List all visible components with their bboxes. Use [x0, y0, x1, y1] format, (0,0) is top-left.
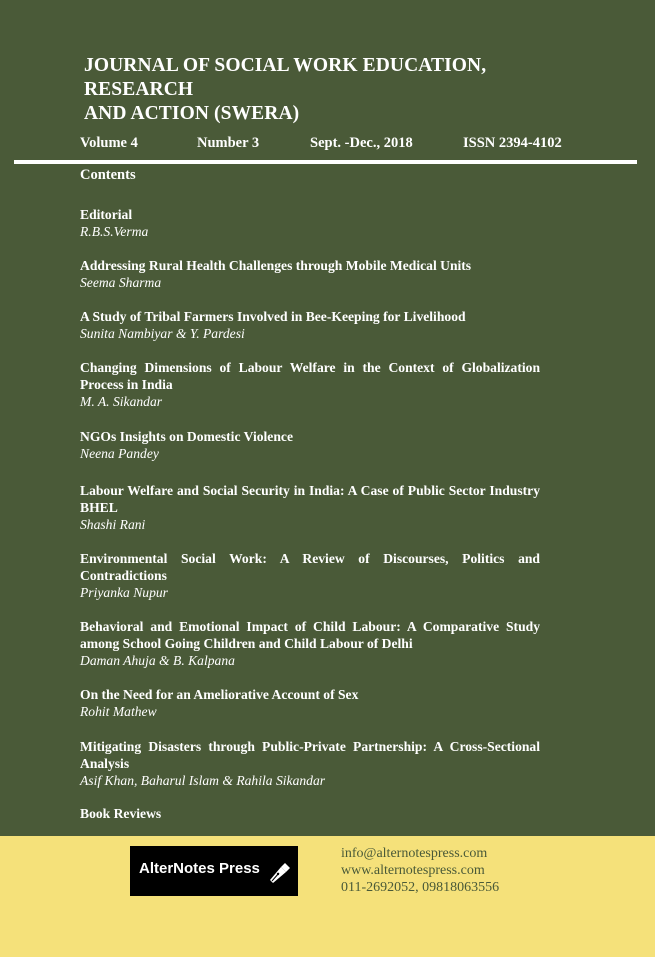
fountain-pen-icon: [267, 860, 293, 884]
article-entry: [80, 482, 540, 533]
period-label: Sept. -Dec., 2018: [310, 135, 413, 151]
journal-title: [84, 54, 584, 126]
publisher-logo: [130, 846, 298, 896]
article-author: Rohit Mathew: [80, 704, 157, 719]
article-author: R.B.S.Verma: [80, 224, 149, 239]
article-author: Shashi Rani: [80, 517, 146, 532]
book-reviews-heading: Book Reviews: [80, 806, 162, 821]
article-author: Daman Ahuja & B. Kalpana: [80, 653, 235, 668]
number-label: Number 3: [197, 135, 260, 151]
article-title: NGOs Insights on Domestic Violence: [80, 429, 293, 444]
issue-info: [0, 135, 655, 155]
publisher-email: info@alternotespress.com: [341, 846, 488, 861]
article-title: Environmental Social Work: A Review of Discourses, Politics and Contradictions: [80, 551, 540, 583]
article-title: Labour Welfare and Social Security in India: A Case of Public Sector Industry BHEL: [80, 483, 540, 515]
article-entry: [80, 618, 540, 669]
article-title: Editorial: [80, 207, 133, 222]
article-title: Changing Dimensions of Labour Welfare in the Context of Globalization Process in India: [80, 360, 540, 392]
article-entry: [80, 686, 540, 720]
article-author: Asif Khan, Baharul Islam & Rahila Sikandar: [80, 773, 326, 788]
article-author: Neena Pandey: [80, 446, 159, 461]
article-entry: [80, 359, 540, 410]
publisher-footer: [0, 836, 655, 957]
article-author: Priyanka Nupur: [80, 585, 168, 600]
article-author: Sunita Nambiyar & Y. Pardesi: [80, 326, 245, 341]
article-author: M. A. Sikandar: [80, 394, 163, 409]
volume-label: Volume 4: [80, 135, 138, 151]
publisher-website: www.alternotespress.com: [341, 863, 485, 878]
publisher-logo-text: AlterNotes Press: [139, 860, 260, 877]
publisher-phone: 011-2692052, 09818063556: [341, 880, 500, 895]
publisher-contact: [341, 845, 499, 896]
article-title: Behavioral and Emotional Impact of Child Labour: A Comparative Study among School Going Children and Child Labour of Delhi: [80, 619, 540, 651]
article-entry: [80, 308, 540, 342]
contents-heading: Contents: [80, 167, 136, 183]
article-entry: [80, 428, 540, 462]
article-author: Seema Sharma: [80, 275, 162, 290]
article-entry: [80, 206, 540, 240]
article-title: Mitigating Disasters through Public-Private Partnership: A Cross-Sectional Analysis: [80, 739, 540, 771]
issn-label: ISSN 2394-4102: [463, 135, 562, 151]
article-title: A Study of Tribal Farmers Involved in Bee-Keeping for Livelihood: [80, 309, 466, 324]
article-title: On the Need for an Ameliorative Account of Sex: [80, 687, 359, 702]
divider: [14, 160, 637, 164]
article-entry: [80, 738, 540, 789]
article-entry: [80, 257, 540, 291]
journal-title-line-2: AND ACTION (SWERA): [84, 103, 300, 124]
journal-title-line-1: JOURNAL OF SOCIAL WORK EDUCATION, RESEARCH: [84, 55, 487, 100]
article-entry: [80, 550, 540, 601]
article-title: Addressing Rural Health Challenges through Mobile Medical Units: [80, 258, 472, 273]
